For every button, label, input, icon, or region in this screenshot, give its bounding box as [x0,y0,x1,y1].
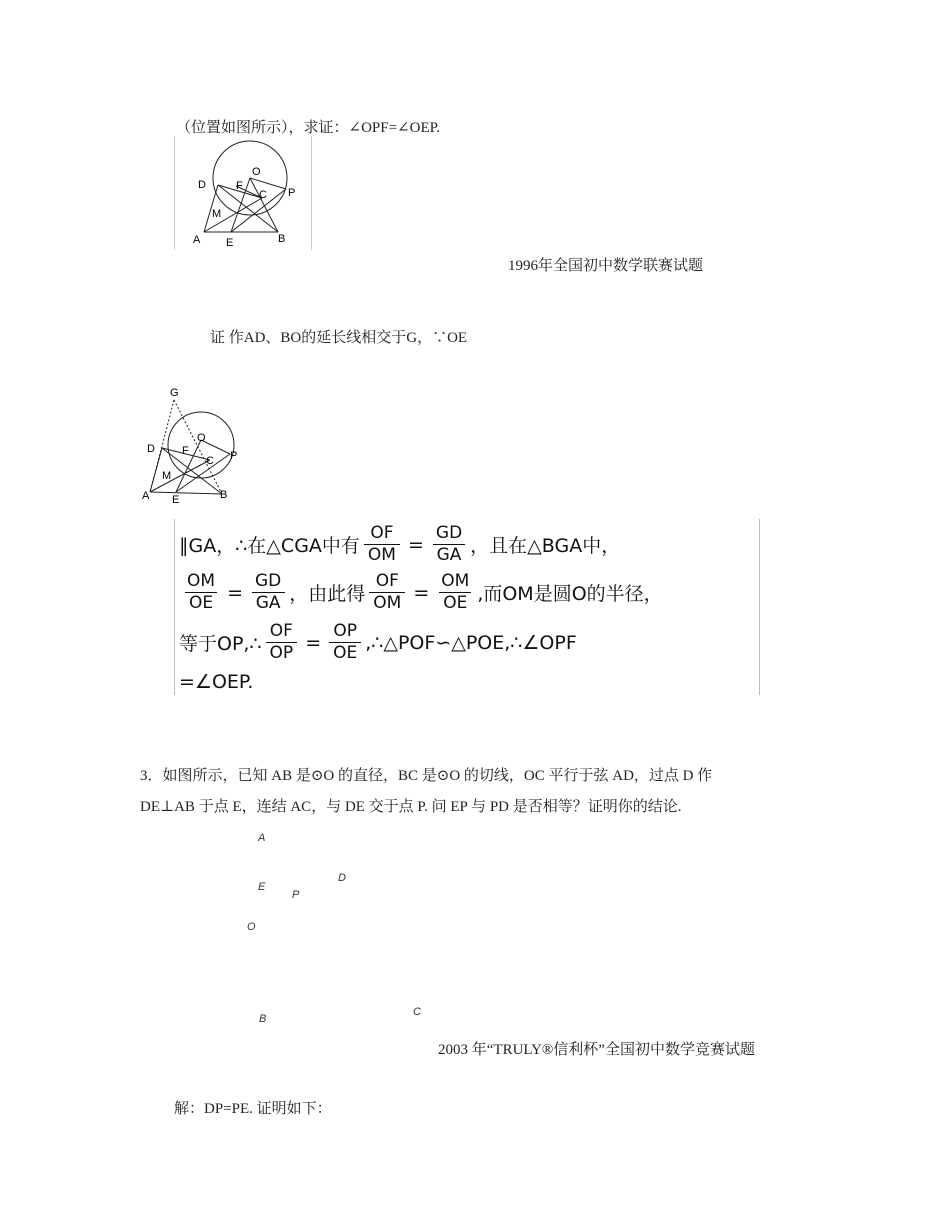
fig2-label-D: D [147,443,155,455]
figure-2-diagram [138,382,248,506]
problem3-line-1: 3．如图所示，已知 AB 是⊙O 的直径，BC 是⊙O 的切线，OC 平行于弦 AD，过点 D 作 [140,768,713,784]
source-1996: 1996年全国初中数学联赛试题 [508,258,704,274]
fig3-label-A: A [258,832,266,844]
fig3-label-O: O [247,921,256,933]
fig1-label-O: O [252,166,261,178]
proof-box [174,519,760,695]
fig3-label-C: C [413,1006,421,1018]
fig1-label-B: B [278,233,286,245]
fig3-label-B: B [259,1013,267,1025]
fig2-label-G: G [170,387,179,399]
figure-1-diagram [174,136,314,250]
fraction: $\frac{OF}{OM}$ [364,525,400,564]
fraction: $\frac{GD}{GA}$ [251,573,285,612]
proof-line-2: $\frac{OM}{OE}$ = $\frac{GD}{GA}$ ，由此得 $\frac{OF}{OM}$ = $\frac{OM}{OE}$ ,而OM是圆O的半径， [179,573,663,612]
proof-line-1: ∥GA，∴在△CGA中有 $\frac{OF}{OM}$ = $\frac{GD}{GA}$ ，且在△BGA中， [179,523,621,565]
source-2003: 2003 年“TRULY®信利杯”全国初中数学竞赛试题 [438,1042,755,1058]
fig1-label-P: P [288,187,296,199]
proof-start-line: 证 作AD、BO的延长线相交于G，∵OE [210,330,468,346]
fig1-label-E: E [226,237,234,249]
fig2-label-M: M [162,470,172,482]
fig1-label-M: M [212,208,222,220]
fig3-label-P: P [292,889,300,901]
fig2-label-P: P [230,450,238,462]
fig2-label-C: C [206,455,214,467]
fraction: $\frac{OF}{OM}$ [369,573,405,612]
proof-line-4: =∠OEP. [179,671,254,693]
problem-intro-line: （位置如图所示），求证：∠OPF=∠OEP. [176,120,441,136]
fraction: $\frac{OM}{OE}$ [437,573,473,612]
fig3-label-E: E [258,881,266,893]
fig1-label-A: A [193,234,201,246]
fig1-label-F: F [236,180,243,192]
fraction: $\frac{OF}{OP}$ [266,623,298,662]
fig1-label-C: C [259,189,267,201]
fig2-label-A: A [142,490,150,502]
solution-line: 解：DP=PE. 证明如下： [174,1101,332,1117]
fig2-label-E: E [172,494,180,506]
fig2-label-B: B [220,489,228,501]
fraction: $\frac{OP}{OE}$ [329,623,361,662]
fraction: $\frac{GD}{GA}$ [432,525,466,564]
fig2-label-O: O [197,432,206,444]
fig3-label-D: D [338,872,346,884]
problem3-line-2: DE⊥AB 于点 E，连结 AC，与 DE 交于点 P. 问 EP 与 PD 是否相等？证明你的结论. [140,799,682,815]
fig1-label-D: D [198,179,206,191]
fraction: $\frac{OM}{OE}$ [183,573,219,612]
fig2-label-F: F [182,445,189,457]
proof-line-3: 等于OP,∴ $\frac{OF}{OP}$ = $\frac{OP}{OE}$ ,∴△POF∽△POE,∴∠OPF [179,621,577,663]
